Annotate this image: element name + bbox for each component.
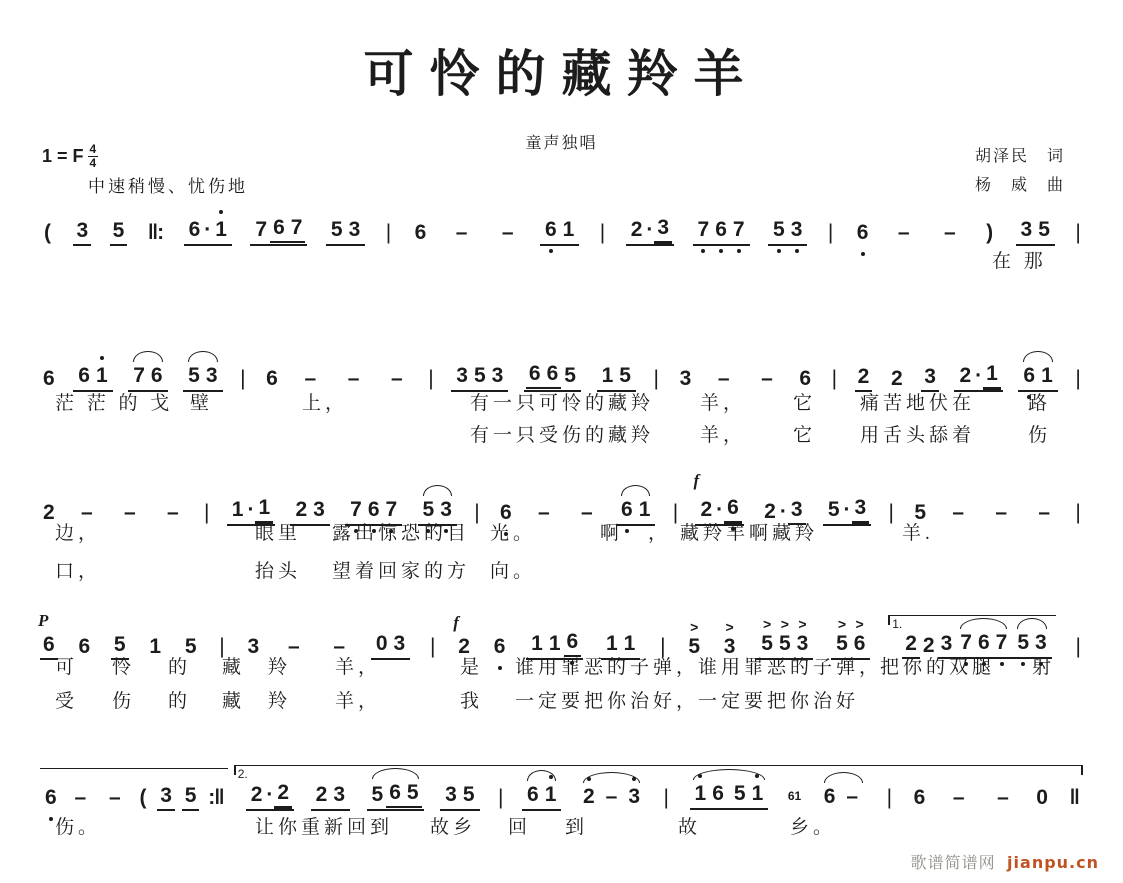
duration-dash: –: [997, 786, 1009, 809]
note: 2: [580, 784, 598, 810]
beam-group: [246, 780, 294, 811]
barline: |: [1075, 501, 1081, 524]
note: 6: [526, 361, 544, 389]
note: 5: [733, 782, 746, 805]
lyric-row: [40, 420, 1083, 444]
note: 6: [386, 780, 404, 808]
volta-label: 2.: [237, 767, 248, 781]
note: 6: [78, 635, 91, 658]
duration-dash: –: [167, 501, 179, 524]
note: 1: [149, 635, 162, 658]
lyric-row: [40, 686, 1083, 710]
note: 6: [618, 497, 636, 523]
note: 5: [1014, 630, 1032, 656]
note: 3: [788, 497, 806, 525]
note: 3: [393, 632, 406, 655]
lyric-segment: ，: [648, 523, 672, 544]
tempo-marking: 中速稍慢、忧伤地: [88, 177, 248, 196]
octave-dot-above: [755, 774, 759, 778]
note: 3: [205, 364, 218, 387]
lyric-segment: 向。: [490, 561, 537, 582]
note: 3: [445, 783, 457, 806]
note: 7: [347, 497, 365, 523]
dot-separator: ·: [779, 500, 787, 523]
barline: |: [474, 501, 480, 524]
parenthesis: (: [139, 786, 147, 809]
lyric-segment: 用舌头舔着: [860, 425, 976, 446]
note: 6: [414, 221, 427, 244]
lyric-segment: 眼里: [255, 523, 302, 544]
note: 1: [601, 364, 614, 387]
note: 2: [274, 780, 292, 808]
lyric-segment: 上，: [302, 393, 349, 414]
dot-separator: ·: [204, 218, 212, 241]
beam-group: [768, 217, 807, 246]
note: 6: [724, 495, 742, 523]
octave-dot-above: [100, 356, 104, 360]
lyric-segment: 我: [460, 691, 484, 712]
note: 1: [749, 781, 767, 807]
note: 1: [212, 217, 230, 243]
repeat-sign: ‖:: [147, 221, 164, 244]
duration-dash: –: [333, 635, 346, 658]
duration-dash: –: [81, 501, 93, 524]
lyric-segment: 啊: [600, 523, 624, 544]
note: 5: [330, 218, 343, 241]
note: 1: [562, 218, 575, 241]
lyric-row: [40, 388, 1083, 412]
lyric-row: [40, 812, 1083, 836]
note: 3: [1020, 218, 1033, 241]
lyric-segment: 茫 茫 的 戈: [55, 393, 174, 414]
barline: |: [653, 367, 659, 390]
watermark-site-url: jianpu.cn: [1007, 853, 1099, 872]
lyric-segment: 一定要把你治好: [698, 691, 860, 712]
note: 7: [695, 217, 713, 243]
barline: |: [827, 221, 834, 244]
note: 3: [852, 495, 870, 523]
duration-dash: –: [995, 501, 1007, 524]
volta-label: 1.: [892, 617, 903, 631]
note: 2 f: [455, 634, 473, 660]
barline: |: [385, 221, 392, 244]
note: 5: [420, 497, 438, 523]
note: 5: [564, 364, 576, 387]
duration-dash: –: [455, 221, 468, 244]
note: 6: [544, 361, 562, 389]
dot-separator: ·: [247, 498, 255, 521]
duration-dash: –: [124, 501, 136, 524]
lyric-row: [40, 246, 1083, 270]
music-line: [40, 346, 1083, 392]
lyric-segment: 它: [793, 393, 817, 414]
time-signature: $\frac{4}{4}$: [89, 142, 97, 170]
note: 3: [938, 631, 956, 659]
accent-mark: >: [780, 616, 789, 632]
beam-group: [522, 782, 561, 811]
note: 5: [184, 635, 197, 658]
note: 6: [78, 364, 90, 387]
lyric-segment: 射: [1032, 657, 1056, 678]
note: 3: [313, 498, 325, 521]
note: 3: [333, 783, 346, 806]
note: 1: [638, 498, 651, 521]
note: 2: [43, 501, 55, 524]
note: 6: [975, 630, 993, 656]
duration-dash: –: [943, 221, 956, 244]
note: 1: [1041, 364, 1053, 387]
duration-dash: –: [897, 221, 910, 244]
note: 0: [1036, 786, 1048, 809]
dot-separator: ·: [843, 498, 851, 521]
note: 1: [542, 782, 560, 808]
note: 1: [983, 361, 1001, 389]
note: 5: [188, 364, 200, 387]
note: 6: [712, 782, 724, 805]
lyric-segment: 在 那: [992, 251, 1047, 272]
beam-group: [184, 217, 232, 246]
note: 7: [730, 217, 748, 243]
note: 5 >: [776, 631, 794, 657]
duration-dash: –: [501, 221, 514, 244]
note: 5: [770, 217, 788, 243]
accent-mark: >: [837, 616, 847, 632]
repeat-sign: :‖: [208, 786, 224, 809]
lyric-segment: 光。: [490, 523, 537, 544]
composer-credit: 杨 威 曲: [974, 177, 1065, 194]
beam-group: [626, 215, 674, 246]
barline: |: [240, 367, 246, 390]
barline: |: [1075, 635, 1081, 658]
lyric-segment: 口，: [55, 561, 102, 582]
note: 2: [890, 367, 903, 390]
note: 3: [456, 364, 468, 387]
note: 5: [371, 783, 384, 806]
note: 1: [531, 632, 543, 655]
note: 2: [250, 783, 263, 806]
note: 6: [564, 629, 582, 657]
note: 6: [150, 364, 163, 387]
note: 1: [231, 498, 244, 521]
beam-group: [311, 782, 350, 811]
lyric-segment: 路: [1028, 393, 1052, 414]
note: 3: [73, 218, 91, 246]
accent-mark: >: [690, 619, 699, 635]
accent-mark: >: [725, 619, 734, 635]
dot-separator: ·: [266, 783, 274, 806]
note: 6: [365, 497, 383, 523]
lyric-segment: 谁用罪恶的子弹，: [515, 657, 700, 678]
beam-group: [819, 784, 868, 811]
duration-dash: –: [846, 785, 859, 808]
lyric-segment: 伤。: [55, 817, 102, 838]
lyric-segment: 回: [508, 817, 532, 838]
note: 3: [157, 783, 175, 811]
lyric-row: [40, 518, 1083, 542]
barline: |: [430, 635, 436, 658]
note: 6: [270, 215, 288, 243]
lyric-segment: 羚: [268, 691, 292, 712]
note: 6 P: [40, 632, 58, 660]
note: 7: [255, 218, 268, 241]
note: 5: [182, 783, 200, 811]
barline: |: [219, 635, 225, 658]
lyric-segment: 藏羚羊啊藏羚: [680, 523, 819, 544]
beam-group: [1016, 217, 1055, 246]
note: 3 >: [794, 631, 812, 657]
note: 2: [630, 218, 643, 241]
note: 2: [764, 500, 776, 523]
note: 6: [854, 220, 872, 246]
note: 5: [827, 498, 840, 521]
note: 5 >: [758, 631, 776, 657]
duration-dash: –: [108, 786, 121, 809]
parenthesis: ): [986, 221, 994, 244]
beam-group: [729, 781, 768, 810]
note: 1: [623, 632, 636, 655]
lyric-segment: 抬头: [255, 561, 302, 582]
lyric-row: [40, 556, 1083, 580]
dynamic-marking: f: [693, 471, 700, 490]
lyric-segment: 谁用罪恶的子弹，: [698, 657, 883, 678]
lyric-segment: 羊，: [700, 425, 747, 446]
note: 1: [692, 781, 710, 807]
repeat-sign: ‖: [1069, 786, 1079, 809]
dynamic-marking: P: [38, 611, 49, 630]
note: 7: [383, 497, 401, 523]
lyric-segment: 羊，: [335, 691, 382, 712]
note: 6 >: [851, 631, 869, 657]
note: 6: [913, 786, 926, 809]
lyric-segment: 边，: [55, 523, 102, 544]
volta-group: [234, 765, 1083, 812]
dot-separator: ·: [975, 364, 983, 387]
note: 2: [315, 783, 328, 806]
beam-group: [250, 215, 307, 246]
note: 7: [288, 215, 306, 243]
note: 3: [654, 215, 672, 243]
note: 5 >: [833, 631, 851, 657]
barline: |: [428, 367, 434, 390]
barline: |: [1075, 367, 1081, 390]
note: 6: [43, 367, 55, 390]
note: 2: [295, 498, 308, 521]
beam-group: [690, 781, 729, 810]
barline: |: [663, 786, 670, 809]
note: 3: [437, 497, 455, 523]
watermark: [911, 850, 1099, 873]
lyric-segment: 受: [55, 691, 79, 712]
lyric-segment: 的: [168, 657, 192, 678]
lyric-segment: 壁: [190, 393, 214, 414]
note: 6: [542, 217, 560, 243]
note: 6: [823, 785, 836, 808]
parenthesis: (: [44, 221, 51, 244]
note: 5: [1038, 218, 1050, 241]
lyric-segment: 望着回家的方: [332, 561, 471, 582]
beam-group: [540, 217, 579, 246]
accent-mark: >: [855, 616, 864, 632]
lyric-segment: 让你重新回到: [255, 817, 394, 838]
subtitle: 童声独唱: [525, 135, 598, 152]
lyric-segment: 把你的双腿: [880, 657, 996, 678]
note: 3: [348, 218, 361, 241]
note: 5 >: [685, 634, 703, 660]
note: 2: [700, 498, 713, 521]
barline: |: [599, 221, 606, 244]
lyricist-credit: 胡泽民 词: [974, 148, 1065, 165]
lyric-segment: 到: [565, 817, 589, 838]
note: 3: [491, 364, 504, 387]
lyric-segment: 故乡: [430, 817, 477, 838]
note: 3: [247, 635, 260, 658]
lyric-segment: 羊.: [902, 523, 934, 544]
duration-dash: –: [952, 786, 965, 809]
lyric-segment: 有一只可怜的藏羚: [470, 393, 655, 414]
duration-dash: –: [581, 501, 593, 524]
note: 0: [375, 632, 388, 655]
barline: |: [660, 635, 666, 658]
beam-group: [367, 780, 424, 811]
octave-dot-above: [219, 210, 223, 214]
lyric-segment: 有一只受伤的藏羚: [470, 425, 655, 446]
lyric-segment: 乡。: [790, 817, 837, 838]
grace-note: 61: [787, 789, 802, 803]
duration-dash: –: [761, 367, 773, 390]
key-signature: [42, 143, 98, 169]
note: 5: [404, 780, 422, 808]
note: 6: [497, 500, 515, 526]
page-title: 可怜的藏羚羊: [363, 46, 760, 102]
duration-dash: –: [390, 367, 403, 390]
beam-group: [440, 782, 479, 811]
lyric-segment: 羊，: [335, 657, 382, 678]
lyric-segment: 一定要把你治好，: [515, 691, 700, 712]
note: 6: [1020, 363, 1038, 389]
barline: |: [888, 501, 894, 524]
barline: |: [886, 786, 893, 809]
lyric-segment: 羊，: [700, 393, 747, 414]
volta-continuation: [40, 768, 228, 812]
note: 3 >: [721, 634, 739, 660]
note: 6: [712, 217, 730, 243]
barline: |: [204, 501, 210, 524]
lyric-segment: 的: [168, 691, 192, 712]
note: 3: [921, 364, 939, 392]
beam-group: [578, 784, 645, 811]
duration-dash: –: [1038, 501, 1050, 524]
duration-dash: –: [304, 367, 317, 390]
note: 5: [111, 632, 129, 660]
note: 6: [266, 367, 278, 390]
note: 7: [957, 630, 975, 656]
note: 7: [133, 364, 145, 387]
note: 5: [110, 218, 128, 246]
dynamic-marking: f: [453, 613, 459, 632]
dot-separator: ·: [646, 218, 654, 241]
barline: |: [672, 501, 679, 524]
note: 5: [473, 364, 486, 387]
duration-dash: –: [952, 501, 964, 524]
music-line: [40, 200, 1083, 246]
music-line: [40, 766, 1083, 812]
note: 3: [625, 784, 643, 810]
lyric-segment: 藏: [222, 657, 246, 678]
lyric-segment: 是: [460, 657, 484, 678]
note: 1: [255, 495, 273, 523]
beam-group: [688, 781, 771, 811]
note: 2: [959, 364, 972, 387]
note: 6: [799, 367, 812, 390]
accent-mark: >: [763, 616, 772, 632]
lyric-segment: 露出惊恐的目: [332, 523, 471, 544]
lyric-segment: 伤: [112, 691, 136, 712]
note: 1: [548, 632, 561, 655]
octave-dot-above: [632, 777, 636, 781]
lyric-segment: 故: [678, 817, 702, 838]
octave-dot-above: [698, 774, 702, 778]
watermark-site-name: 歌谱简谱网: [910, 855, 996, 872]
note: 1: [605, 632, 618, 655]
lyric-segment: 它: [793, 425, 817, 446]
lyric-segment: 藏: [222, 691, 246, 712]
lyric-segment: 伤: [1028, 425, 1052, 446]
lyric-row: [40, 652, 1083, 676]
lyric-segment: 痛苦地伏在: [860, 393, 976, 414]
note: 6: [42, 785, 60, 811]
note: 2: [855, 364, 873, 392]
note: 2: [922, 634, 935, 657]
accent-mark: >: [798, 616, 807, 632]
note: 3: [1032, 630, 1050, 656]
barline: |: [1075, 221, 1081, 244]
barline: |: [498, 786, 504, 809]
key-label: 1 = F: [42, 145, 84, 166]
beam-group: [326, 217, 365, 246]
note: 6: [491, 634, 509, 660]
note: 1: [93, 363, 111, 389]
lyric-segment: 羚: [268, 657, 292, 678]
note: 3: [679, 367, 692, 390]
duration-dash: –: [717, 367, 730, 390]
duration-dash: –: [347, 367, 360, 390]
note: 5: [619, 364, 631, 387]
octave-dot-above: [549, 775, 553, 779]
note: 5: [914, 501, 926, 524]
duration-dash: –: [538, 501, 550, 524]
note: 7: [993, 630, 1011, 656]
lyric-segment: 可: [55, 657, 79, 678]
duration-dash: –: [74, 786, 87, 809]
barline: |: [831, 367, 838, 390]
note: 6: [188, 218, 201, 241]
note: 2: [902, 631, 920, 659]
dot-separator: ·: [716, 498, 724, 521]
octave-dot-above: [587, 777, 591, 781]
duration-dash: –: [287, 635, 300, 658]
note: 3: [788, 217, 806, 243]
note: 5: [462, 783, 475, 806]
note: 6: [527, 783, 539, 806]
beam-group: [693, 217, 750, 246]
lyric-segment: 怜: [112, 657, 136, 678]
duration-dash: –: [605, 785, 618, 808]
